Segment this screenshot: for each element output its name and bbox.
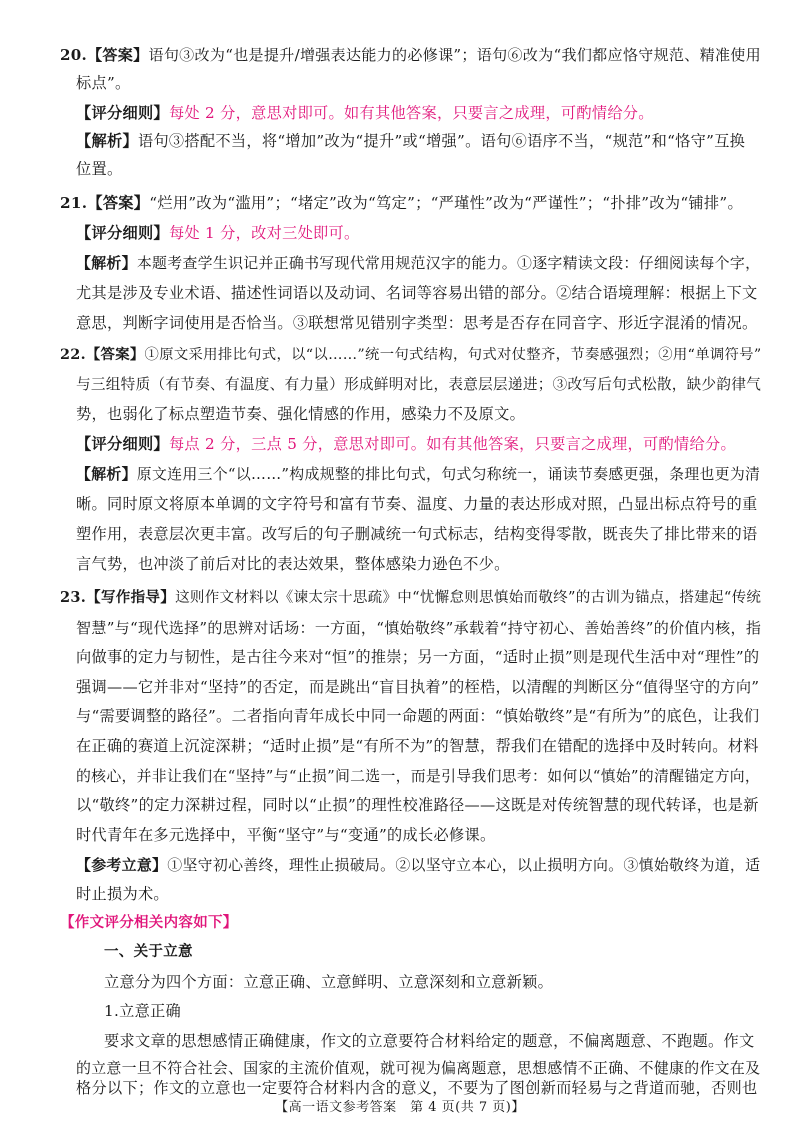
essay-paragraph-2-line-1: 要求文章的思想感情正确健康，作文的立意要符合材料给定的题意，不偏离题意、不跑题。作文 [104,1032,755,1050]
q22-analysis-line-4: 言气势，也冲淡了前后对比的表达效果，整体感染力逊色不少。 [76,555,510,573]
q22-answer-line-3: 势，也弱化了标点塑造节奏、强化情感的作用，感染力不及原文。 [76,405,526,423]
q23-guide-line-4: 强调——它并非对“坚持”的否定，而是跳出“盲目执着”的桎梏，以清醒的判断区分“值得坚守的方向” [76,678,760,696]
answer-text: 语句③改为“也是提升/增强表达能力的必修课”；语句⑥改为“我们都应恪守规范、精准使用 [148,46,761,64]
q23-guide-line-8: 以“敬终”的定力深耕过程，同时以“止损”的理性校准路径——这既是对传统智慧的现代转译，也是新 [76,796,759,814]
answer-text: ①原文采用排比句式，以“以……”统一句式结构，句式对仗整齐，节奏感强烈；②用“单调符号” [144,347,762,363]
q23-guide-line-1 [60,588,761,608]
q22-analysis-line-1 [76,464,760,484]
q20-analysis-line-2: 位置。 [76,160,123,178]
q20-answer-line-1 [60,45,761,65]
q23-guide-line-2: 智慧”与“现代选择”的思辨对话场：一方面，“慎始敬终”承载着“持守初心、善始善终”的价值内核，指 [76,619,762,637]
essay-heading-1: 一、关于立意 [104,943,193,960]
q23-idea-line-2: 时止损为术。 [76,885,169,903]
analysis-tag: 【解析】 [76,132,138,150]
q20-scoring-line [76,103,654,123]
analysis-text: 语句③搭配不当，将“增加”改为“提升”或“增强”。语句⑥语序不当，“规范”和“恪守”互换 [137,132,746,150]
q21-answer-line-1 [60,193,743,213]
idea-tag: 【参考立意】 [76,856,168,874]
q23-idea-line-1 [76,855,760,875]
essay-heading-2: 1.立意正确 [104,1002,182,1020]
scoring-tag: 【评分细则】 [76,224,169,242]
q22-scoring-line [76,434,736,454]
scoring-tag: 【评分细则】 [76,104,169,122]
answer-tag: 【答案】 [87,46,149,64]
scoring-tag: 【评分细则】 [76,435,169,453]
essay-paragraph-2-line-3: 格分以下；作文的立意也一定要符合材料内含的意义，不要为了图创新而轻易与之背道而驰，否则也 [76,1079,758,1097]
guide-text: 这则作文材料以《谏太宗十思疏》中“忧懈怠则思慎始而敬终”的古训为锚点，搭建起“传统 [175,590,762,606]
scoring-text: 每点 2 分，三点 5 分，意思对即可。如有其他答案，只要言之成理，可酌情给分。 [168,435,736,453]
q23-guide-line-9: 时代青年在多元选择中，平衡“坚守”与“变通”的成长必修课。 [76,826,496,844]
q22-analysis-line-3: 塑作用，表意层次更丰富。改写后的句子删减统一句式标志，结构变得零散，既丧失了排比带来的语 [76,525,758,543]
answer-tag: 【答案】 [87,194,150,212]
essay-section-title: 【作文评分相关内容如下】 [60,914,238,931]
scoring-text: 每处 2 分，意思对即可。如有其他答案，只要言之成理，可酌情给分。 [168,104,654,122]
q20-answer-line-2: 标点”。 [76,74,131,92]
page-footer: 【高一语文参考答案 第 4 页(共 7 页)】 [275,1100,525,1115]
q21-scoring-line [76,223,360,243]
answer-tag: 【答案】 [85,347,145,363]
analysis-text: 原文连用三个“以……”构成规整的排比句式，句式匀称统一，诵读节奏感更强，条理也更为清 [136,465,761,483]
guide-tag: 【写作指导】 [86,589,176,606]
essay-paragraph-1: 立意分为四个方面：立意正确、立意鲜明、立意深刻和立意新颖。 [104,973,554,991]
answer-text: “烂用”改为“滥用”；“堵定”改为“笃定”；“严瑾性”改为“严谨性”；“扑排”改为“铺排”。 [149,194,743,212]
question-number: 21. [60,194,88,212]
q23-guide-line-3: 向做事的定力与韧性，是古往今来对“恒”的推崇；另一方面，“适时止损”则是现代生活中对“理性”的 [76,648,760,666]
analysis-text: 本题考查学生识记并正确书写现代常用规范汉字的能力。①逐字精读文段：仔细阅读每个字， [136,254,761,272]
idea-text: ①坚守初心善终，理性止损破局。②以坚守立本心，以止损明方向。③慎始敬终为道，适 [167,856,761,874]
q22-answer-line-1 [60,345,761,365]
q23-guide-line-5: 与“需要调整的路径”。二者指向青年成长中同一命题的两面：“慎始敬终”是“有所为”的底色，让我们 [76,707,760,725]
essay-paragraph-2-line-2: 的立意一旦不符合社会、国家的主流价值观，就可视为偏离题意，思想感情不正确、不健康的作文在及 [76,1059,761,1077]
question-number: 20. [60,46,88,64]
analysis-tag: 【解析】 [76,465,137,483]
q21-analysis-line-2: 尤其是涉及专业术语、描述性词语以及动词、名词等容易出错的部分。②结合语境理解：根据上下文 [76,284,758,302]
question-number: 23. [60,589,87,606]
question-number: 22. [60,347,86,363]
q23-guide-line-7: 的核心，并非让我们在“坚持”与“止损”间二选一，而是引导我们思考：如何以“慎始”的清醒锚定方向， [76,767,761,785]
scoring-text: 每处 1 分，改对三处即可。 [168,224,360,242]
q23-guide-line-6: 在正确的赛道上沉淀深耕；“适时止损”是“有所不为”的智慧，帮我们在错配的选择中及时转向。材料 [76,737,759,755]
q21-analysis-line-1 [76,253,760,273]
analysis-tag: 【解析】 [76,254,137,272]
q20-analysis-line-1 [76,131,745,151]
q21-analysis-line-3: 意思，判断字词使用是否恰当。③联想常见错别字类型：思考是否存在同音字、形近字混淆的情况。 [76,314,758,332]
q22-answer-line-2: 与三组特质（有节奏、有温度、有力量）形成鲜明对比，表意层层递进；③改写后句式松散，缺少韵律气 [76,376,762,393]
q22-analysis-line-2: 晰。同时原文将原本单调的文字符号和富有节奏、温度、力量的表达形成对照，凸显出标点符号的重 [76,495,758,513]
